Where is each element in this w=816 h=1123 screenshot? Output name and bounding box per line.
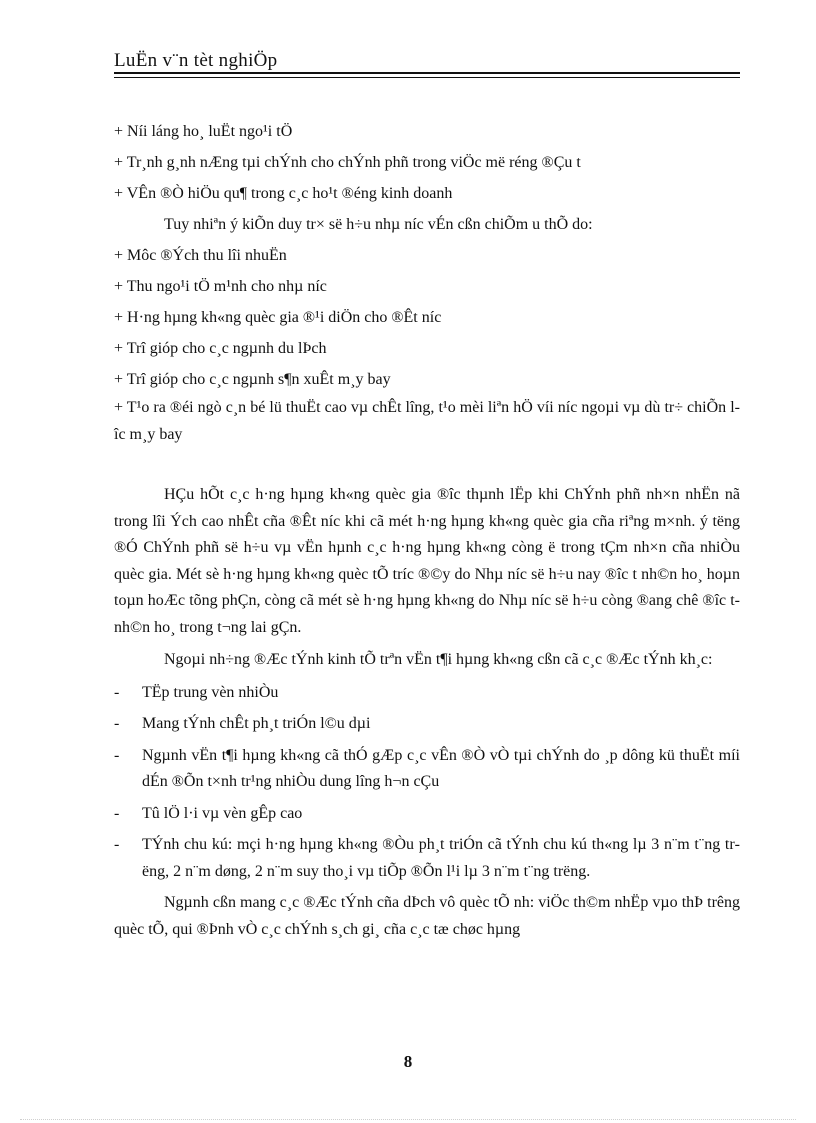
bullet-wrapped-line: + T¹o ra ®éi ngò c¸n bé lü thuËt cao vµ chÊt lîng, t¹o mèi liªn hÖ víi níc ngoµi vµ dù tr÷ chiÕn lîc m¸y bay: [114, 399, 740, 443]
dash-marker: -: [114, 804, 120, 822]
list-item: - TËp trung vèn nhiÒu: [114, 680, 740, 707]
list-item: - TÝnh chu kú: mçi h·ng hµng kh«ng ®Òu ph¸t triÓn cã tÝnh chu kú th«ng lµ 3 n¨m t¨ng trëng, 2 n¨m døng, 2 n¨m suy tho¸i vµ tiÕp ®Õn l¹i lµ 3 n¨m t¨ng trëng.: [114, 832, 740, 885]
footer-dotted-divider: [20, 1119, 796, 1120]
paragraph-characteristics: Ngoµi nh÷ng ®Æc tÝnh kinh tÕ trªn vËn t¶i hµng kh«ng cßn cã c¸c ®Æc tÝnh kh¸c:: [164, 651, 713, 668]
bullet-line: + Trî gióp cho c¸c ngµnh s¶n xuÊt m¸y bay: [114, 371, 391, 388]
document-body: [114, 116, 740, 943]
intro-sentence: Tuy nhiªn ý kiÕn duy tr× së h÷u nhµ níc vÉn cßn chiÕm u thÕ do:: [164, 216, 593, 233]
list-item: - Mang tÝnh chÊt ph¸t triÓn l©u dµi: [114, 711, 740, 738]
dash-list: [114, 680, 740, 886]
paragraph-international: Ngµnh cßn mang c¸c ®Æc tÝnh cña dÞch vô quèc tÕ nh: viÖc th©m nhËp vµo thÞ trêng quèc tÕ, qui ®Þnh vÒ c¸c chÝnh s¸ch gi¸ cña c¸c tæ chøc hµng: [114, 894, 740, 938]
dash-marker: -: [114, 836, 120, 853]
spacer: [114, 448, 740, 482]
list-item: - Ngµnh vËn t¶i hµng kh«ng cã thÓ gÆp c¸c vÊn ®Ò vÒ tµi chÝnh do ¸p dông kü thuËt míi dÉn ®Õn t×nh tr¹ng nhiÒu dung lîng h¬n cÇu: [114, 743, 740, 796]
dash-marker: -: [114, 715, 120, 732]
bullet-line: + Thu ngo¹i tÖ m¹nh cho nhµ níc: [114, 278, 327, 295]
bullet-line: + Níi láng ho¸ luËt ngo¹i tÖ: [114, 123, 293, 140]
bullet-line: + Trî gióp cho c¸c ngµnh du lÞch: [114, 340, 327, 357]
page-header-title: LuËn v¨n tèt nghiÖp: [114, 50, 278, 71]
bullet-line: + Tr¸nh g¸nh nÆng tµi chÝnh cho chÝnh phñ trong viÖc më réng ®Çu t: [114, 154, 581, 171]
bullet-line: + H·ng hµng kh«ng quèc gia ®¹i diÖn cho ®Êt níc: [114, 309, 442, 326]
page-number: 8: [403, 1052, 413, 1071]
list-item: - Tû lÖ l·i vµ vèn gÊp cao: [114, 801, 740, 828]
dash-marker: -: [114, 683, 120, 701]
header-double-rule: [114, 72, 740, 78]
bullet-line: + Môc ®Ých thu lîi nhuËn: [114, 247, 287, 264]
bullet-line: + VÊn ®Ò hiÖu qu¶ trong c¸c ho¹t ®éng kinh doanh: [114, 185, 453, 202]
paragraph-airlines: HÇu hÕt c¸c h·ng hµng kh«ng quèc gia ®îc thµnh lËp khi ChÝnh phñ nh×n nhËn nã trong lîi Ých cao nhÊt cña ®Êt níc khi cã mét h·ng hµng kh«ng quèc gia cña riªng m×nh. ý tëng ®Ó ChÝnh phñ së h÷u vµ vËn hµnh c¸c h·ng hµng kh«ng còng ë trong tÇm nh×n cña nhiÒu quèc gia. Mét sè h·ng hµng kh«ng quèc tÕ tríc ®©y do Nhµ níc së h÷u nay ®îc t nh©n ho¸ hoµn toµn hoÆc tõng phÇn, còng cã mét sè h·ng hµng kh«ng do Nhµ níc së h÷u còng ®ang chê ®îc t nh©n ho¸ trong t¬ng lai gÇn.: [114, 486, 740, 636]
dash-marker: -: [114, 746, 120, 764]
